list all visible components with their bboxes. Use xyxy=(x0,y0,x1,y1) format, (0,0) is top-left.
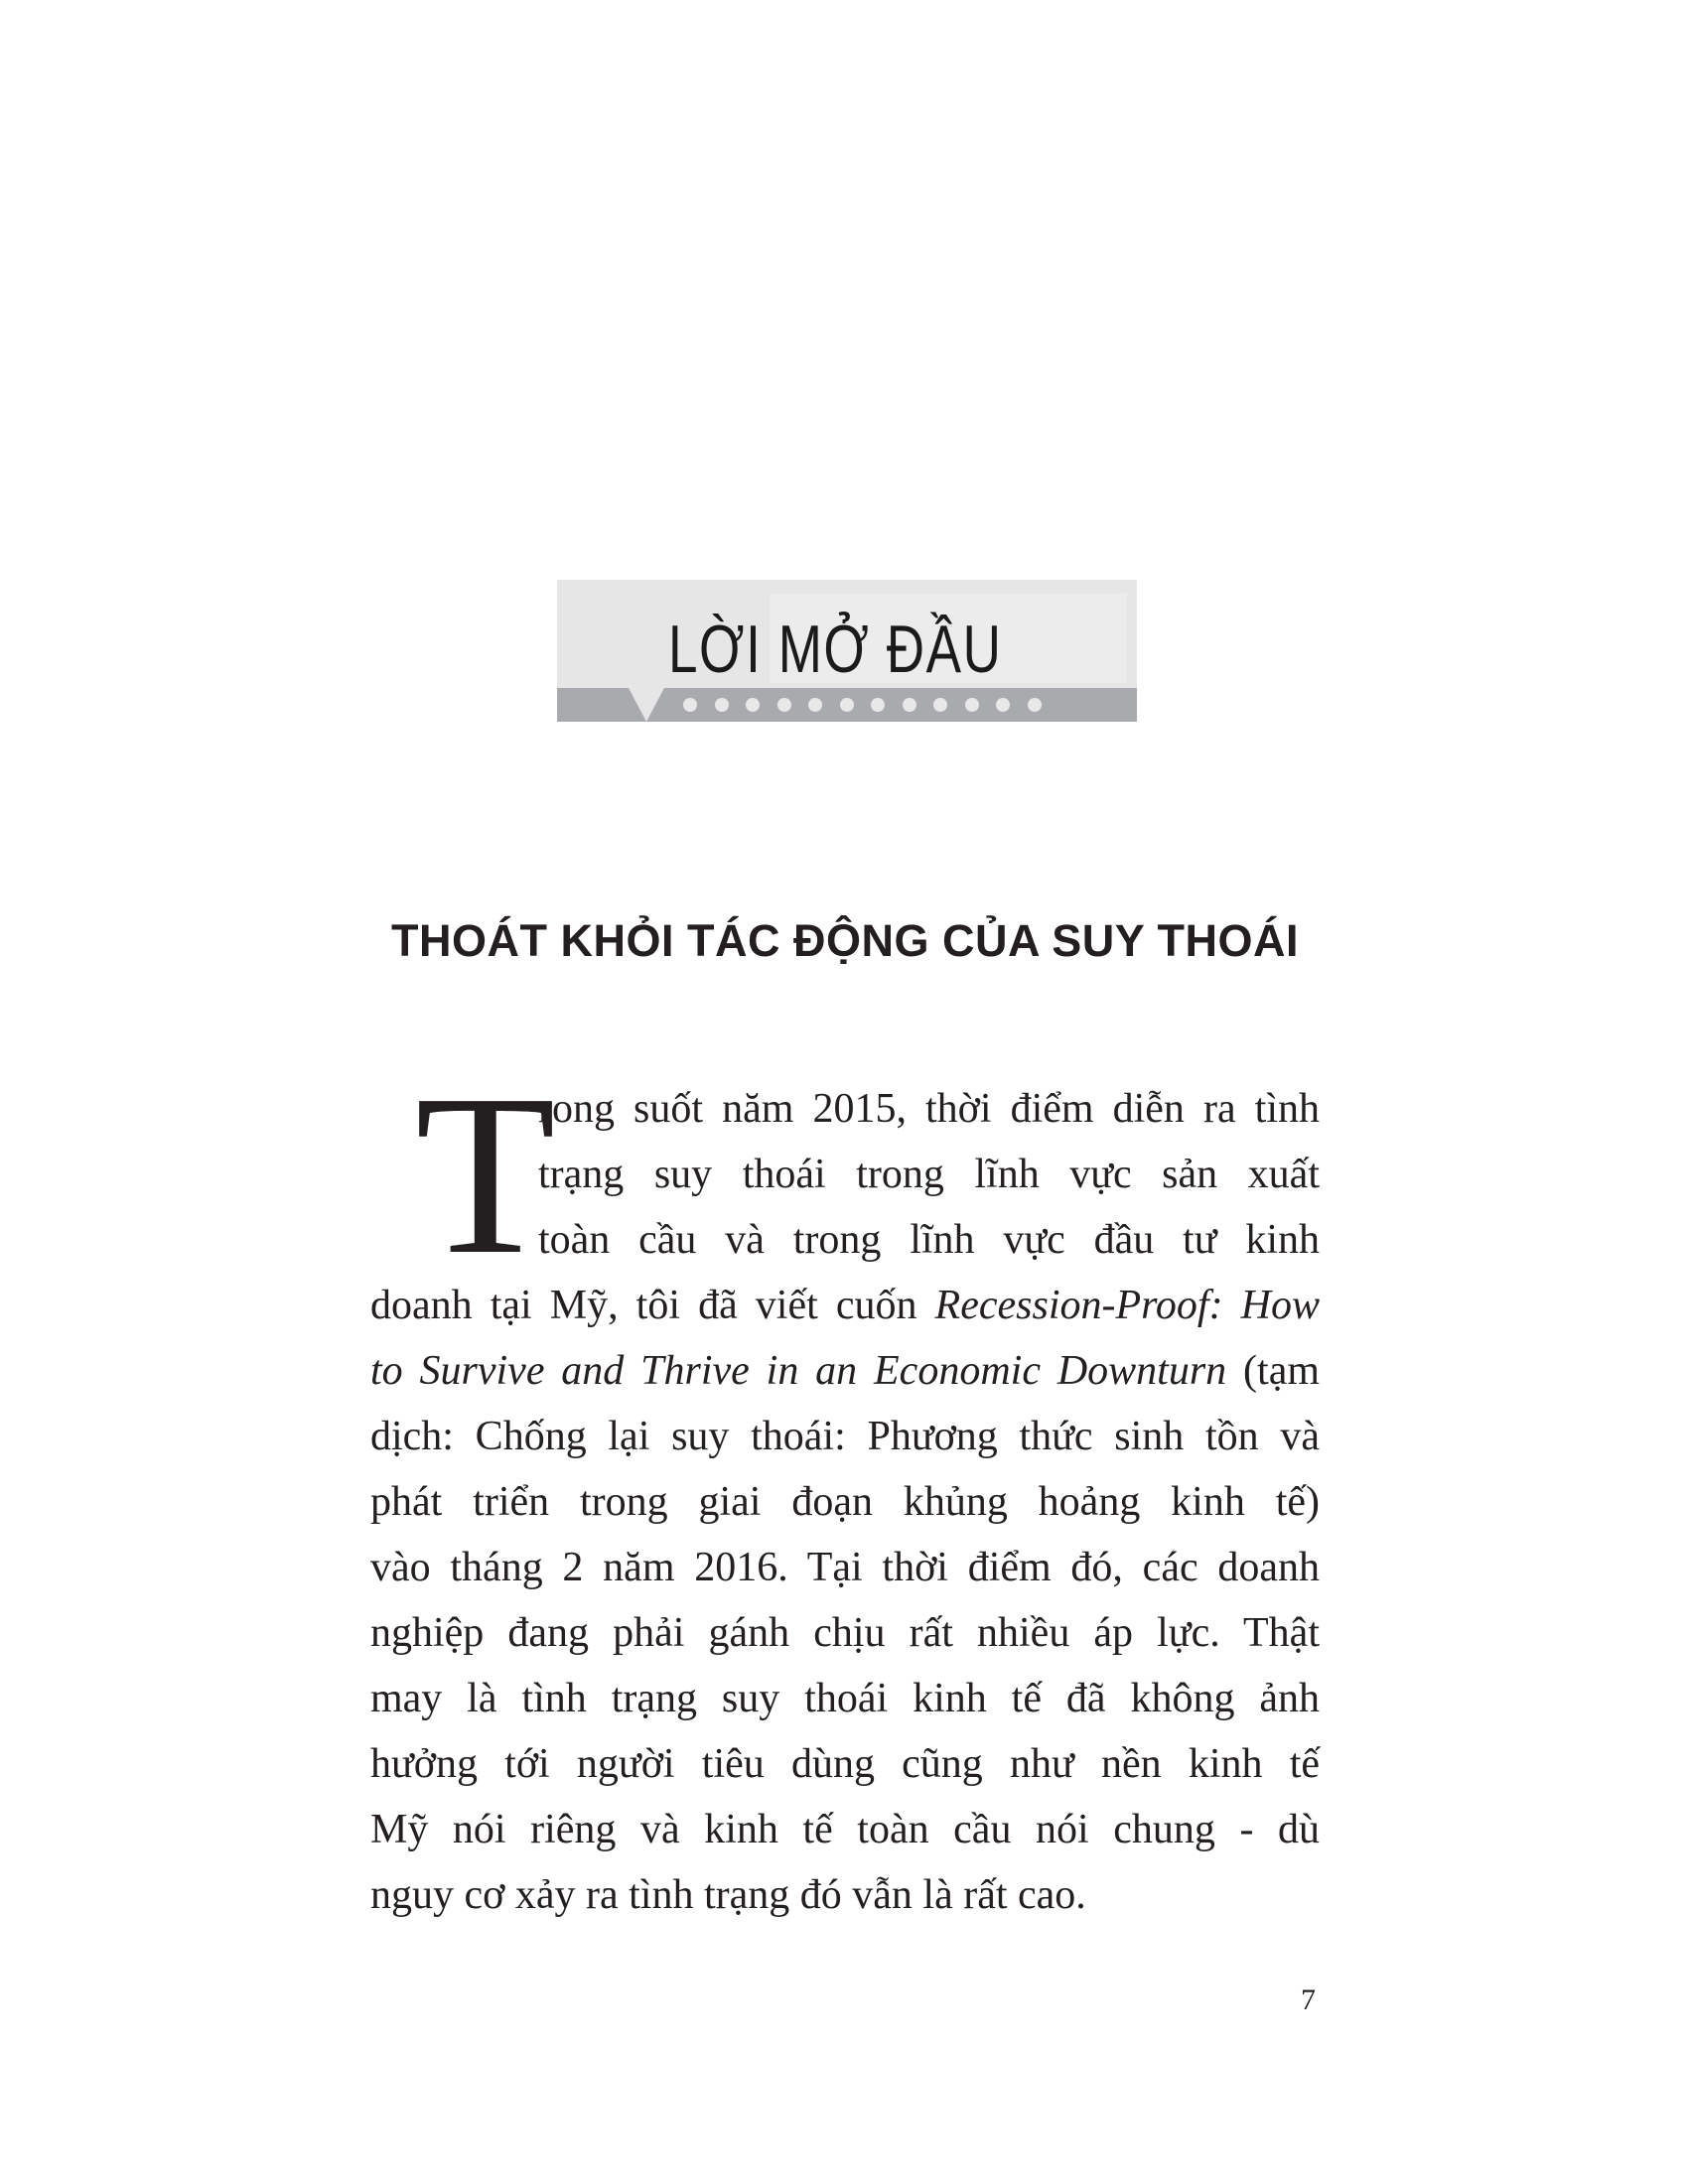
text-line xyxy=(370,1404,1320,1469)
text-line xyxy=(370,1731,1320,1797)
banner-dot xyxy=(965,698,979,712)
text-line xyxy=(370,1797,1320,1862)
text-segment: dịch: Chống lại suy thoái: Phương thức sinh tồn và xyxy=(370,1414,1320,1459)
banner-dot xyxy=(715,698,729,712)
banner-dot xyxy=(996,698,1010,712)
text-segment: phát triển trong giai đoạn khủng hoảng kinh tế) xyxy=(370,1479,1320,1525)
banner-dot xyxy=(903,698,916,712)
banner-dot xyxy=(777,698,791,712)
text-line xyxy=(370,1338,1320,1404)
text-line xyxy=(370,1535,1320,1600)
book-title-italic: Recession-Proof: How xyxy=(934,1283,1320,1328)
text-line xyxy=(538,1076,1320,1142)
banner-dot xyxy=(808,698,822,712)
text-line xyxy=(370,1862,1320,1928)
chapter-banner xyxy=(557,580,1137,722)
text-line xyxy=(370,1273,1320,1338)
banner-dot xyxy=(871,698,885,712)
banner-notch xyxy=(629,688,664,722)
text-line xyxy=(538,1142,1320,1207)
text-segment: toàn cầu và trong lĩnh vực đầu tư kinh xyxy=(538,1217,1320,1263)
text-line xyxy=(370,1469,1320,1535)
chapter-title: LỜI MỞ ĐẦU xyxy=(668,612,1003,687)
text-segment: rong suốt năm 2015, thời điểm diễn ra tình xyxy=(538,1086,1320,1132)
text-segment: (tạm xyxy=(1226,1348,1321,1394)
body-paragraph xyxy=(370,1076,1320,1928)
banner-dot xyxy=(1028,698,1042,712)
book-title-italic: to Survive and Thrive in an Economic Downturn xyxy=(370,1348,1227,1394)
text-line xyxy=(370,1600,1320,1666)
text-segment: Mỹ nói riêng và kinh tế toàn cầu nói chung - dù xyxy=(370,1807,1320,1852)
page-number: 7 xyxy=(1301,1983,1316,2016)
text-segment: nguy cơ xảy ra tình trạng đó vẫn là rất cao. xyxy=(370,1872,1086,1918)
banner-dot xyxy=(933,698,947,712)
text-segment: nghiệp đang phải gánh chịu rất nhiều áp lực. Thật xyxy=(370,1610,1320,1656)
text-segment: hưởng tới người tiêu dùng cũng như nền kinh tế xyxy=(370,1741,1320,1787)
text-segment: doanh tại Mỹ, tôi đã viết cuốn xyxy=(370,1283,935,1328)
text-segment: trạng suy thoái trong lĩnh vực sản xuất xyxy=(538,1152,1320,1197)
drop-cap: T xyxy=(415,1047,556,1302)
banner-dot xyxy=(746,698,760,712)
text-segment: may là tình trạng suy thoái kinh tế đã không ảnh xyxy=(370,1676,1320,1721)
text-line xyxy=(538,1207,1320,1273)
banner-dot xyxy=(840,698,854,712)
section-heading: THOÁT KHỎI TÁC ĐỘNG CỦA SUY THOÁI xyxy=(391,915,1299,966)
text-segment: vào tháng 2 năm 2016. Tại thời điểm đó, các doanh xyxy=(370,1545,1320,1590)
text-line xyxy=(370,1666,1320,1731)
banner-dotted-strip xyxy=(557,688,1137,722)
banner-dot xyxy=(683,698,697,712)
